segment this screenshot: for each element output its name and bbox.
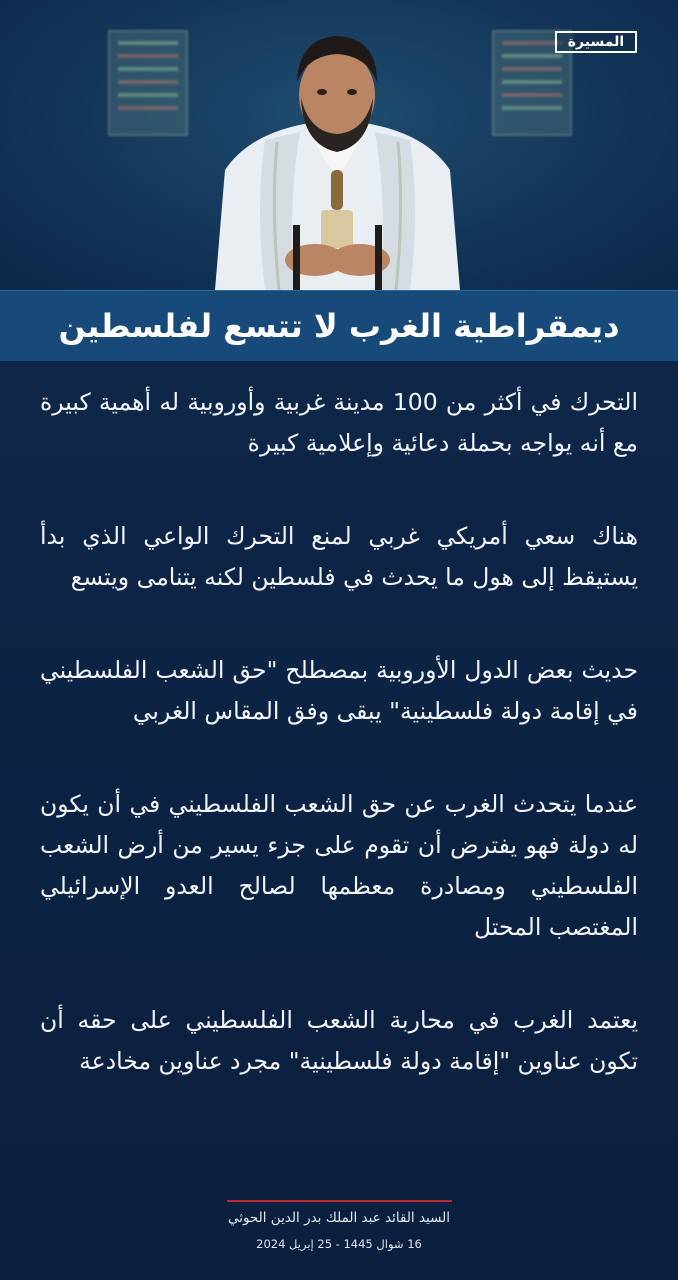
quotes-list [40, 382, 638, 1134]
channel-logo: المسيرة [555, 31, 637, 53]
quote-paragraph-5: يعتمد الغرب في محاربة الشعب الفلسطيني على حقه أن تكون عناوين "إقامة دولة فلسطينية" مجرد عناوين مخادعة [40, 1006, 638, 1075]
quote-paragraph-3: حديث بعض الدول الأوروبية بمصطلح "حق الشعب الفلسطيني في إقامة دولة فلسطينية" يبقى وفق المقاس الغربي [40, 656, 638, 725]
quote-paragraph-1: التحرك في أكثر من 100 مدينة غربية وأوروبية له أهمية كبيرة مع أنه يواجه بحملة دعائية وإعلامية كبيرة [40, 388, 638, 457]
quote-paragraph-2: هناك سعي أمريكي غربي لمنع التحرك الواعي الذي بدأ يستيقظ إلى هول ما يحدث في فلسطين لكنه يتنامى ويتسع [40, 522, 638, 591]
speaker-portrait [195, 20, 480, 290]
publish-date: 16 شوال 1445 - 25 إبريل 2024 [256, 1237, 422, 1251]
quote-paragraph-4: عندما يتحدث الغرب عن حق الشعب الفلسطيني في أن يكون له دولة فهو يفترض أن تقوم على جزء يسير من أرض الشعب الفلسطيني ومصادرة معظمها لصالح العدو الإسرائيلي المغتصب المحتل [40, 790, 638, 941]
hero-image [0, 0, 678, 290]
author-name: السيد القائد عبد الملك بدر الدين الحوثي [227, 1210, 451, 1226]
title-banner [0, 290, 678, 361]
footer-divider [227, 1200, 452, 1202]
page-title: ديمقراطية الغرب لا تتسع لفلسطين [58, 307, 620, 345]
wall-banner-left [108, 30, 188, 136]
